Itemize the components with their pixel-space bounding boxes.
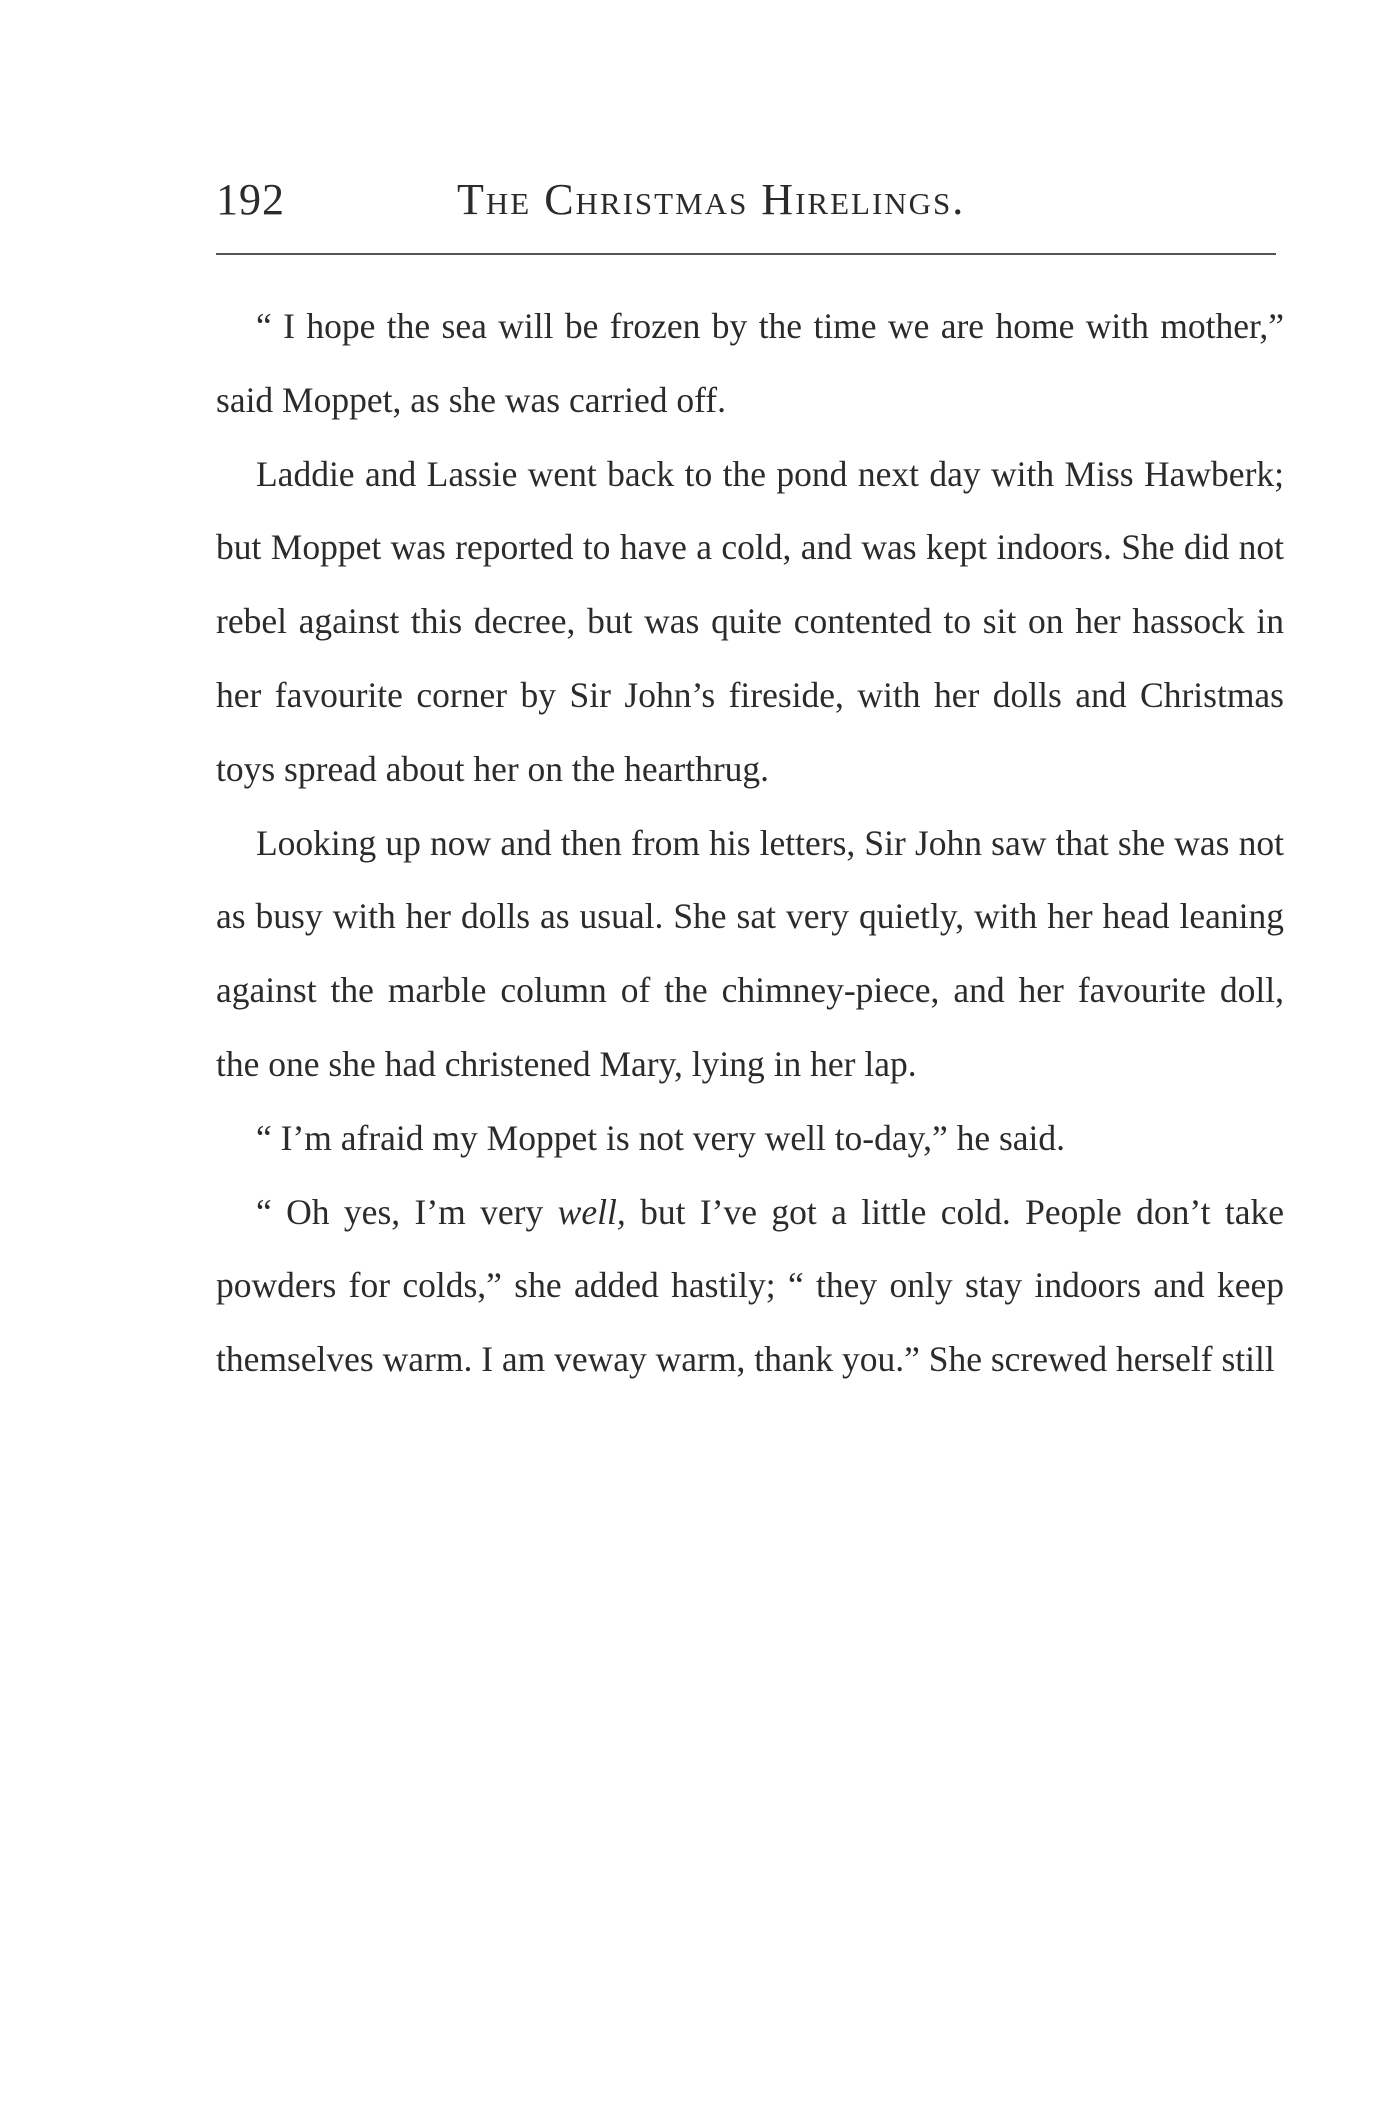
paragraph-text: “ I hope the sea will be frozen by the time we are home with mother,” said Moppet, as she was carried off. (216, 306, 1284, 420)
paragraph-text: but I’ve got a little cold. People don’t take powders for colds,” she added hastily; “ they only stay indoors and keep themselves warm. I am veway warm, thank you.” She screwed herself still (216, 1191, 1284, 1380)
italic-word: well, (557, 1191, 626, 1232)
paragraph-text: Laddie and Lassie went back to the pond next day with Miss Hawberk; but Moppet was reported to have a cold, and was kept indoors. She did not rebel against this decree, but was quite contented to sit on her hassock in her favourite corner by Sir John’s fireside, with her dolls and Christmas toys spread about her on the hearthrug. (216, 453, 1284, 789)
paragraph (216, 807, 1284, 1102)
running-title: The Christmas Hirelings. (457, 175, 966, 224)
paragraph (216, 438, 1284, 807)
paragraph-text: “ Oh yes, I’m very (256, 1191, 558, 1232)
paragraph (216, 1102, 1284, 1176)
paragraph (216, 290, 1284, 438)
header-rule (216, 253, 1276, 255)
paragraph-text: Looking up now and then from his letters, Sir John saw that she was not as busy with her dolls as usual. She sat very quietly, with her head leaning against the marble column of the chimney-piece, and her favourite doll, the one she had christened Mary, lying in her lap. (216, 822, 1284, 1084)
running-head (216, 170, 1268, 230)
paragraph-text: “ I’m afraid my Moppet is not very well to-day,” he said. (256, 1117, 1066, 1158)
page-number: 192 (216, 175, 285, 224)
body-text (216, 290, 1284, 1397)
paragraph (216, 1176, 1284, 1397)
